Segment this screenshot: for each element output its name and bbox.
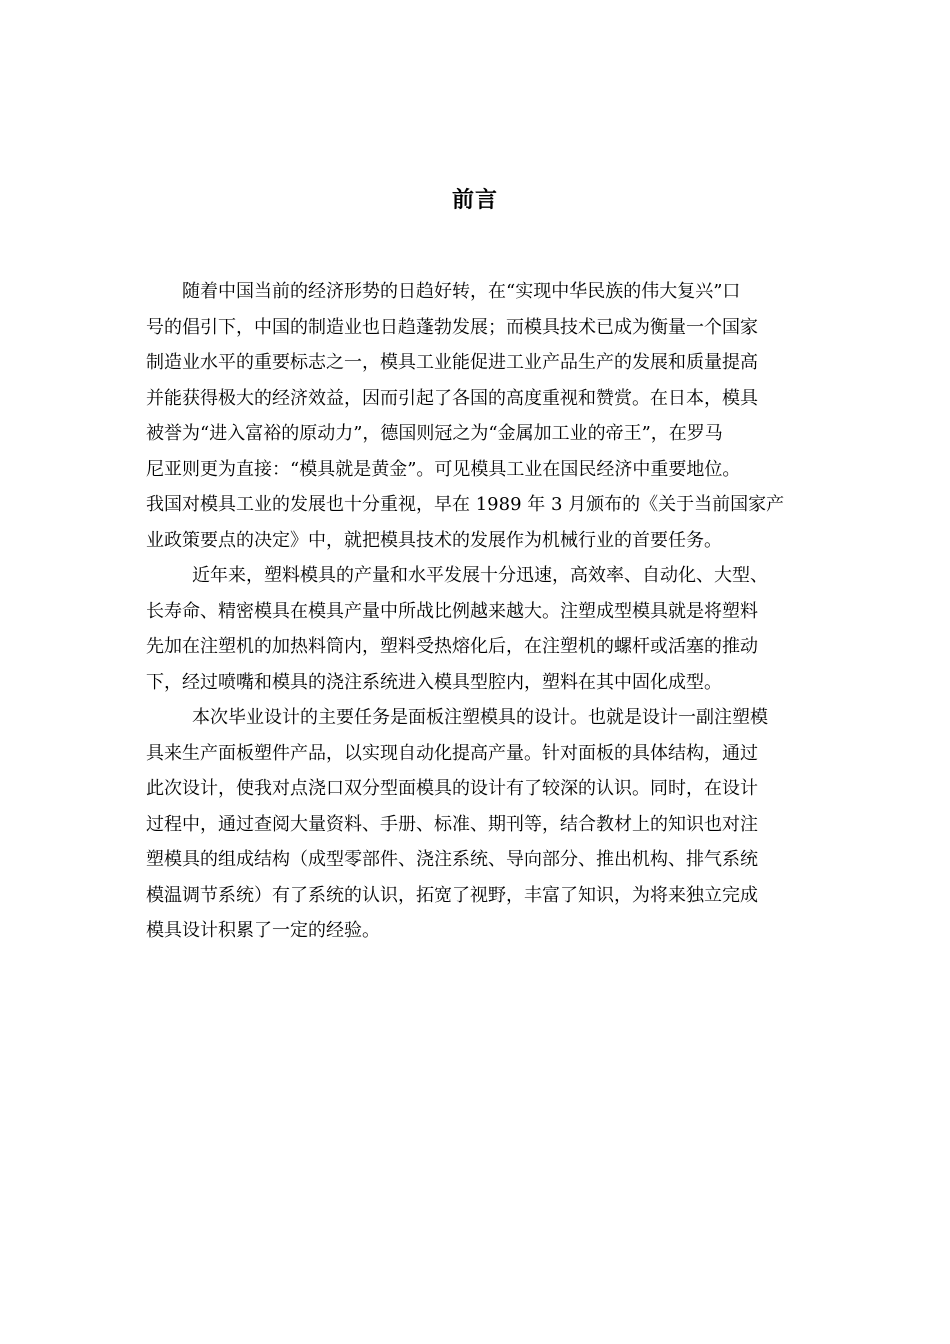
paragraph-line: 模具设计积累了一定的经验。 — [146, 920, 380, 941]
paragraph-line: 制造业水平的重要标志之一，模具工业能促进工业产品生产的发展和质量提高 — [146, 352, 758, 373]
paragraph-line: 此次设计，使我对点浇口双分型面模具的设计有了较深的认识。同时，在设计 — [146, 778, 758, 799]
page-title: 前言 — [451, 188, 498, 213]
paragraph-line: 被誉为“进入富裕的原动力”，德国则冠之为“金属加工业的帝王”，在罗马 — [146, 423, 723, 444]
paragraph-line: 我国对模具工业的发展也十分重视，早在 1989 年 3 月颁布的《关于当前国家产 — [146, 494, 785, 515]
paragraph-line: 尼亚则更为直接：“模具就是黄金”。可见模具工业在国民经济中重要地位。 — [146, 458, 741, 480]
paragraph-line: 随着中国当前的经济形势的日趋好转，在“实现中华民族的伟大复兴”口 — [182, 281, 741, 302]
paragraph-line: 模温调节系统）有了系统的认识，拓宽了视野，丰富了知识，为将来独立完成 — [146, 884, 758, 906]
paragraph-line: 下，经过喷嘴和模具的浇注系统进入模具型腔内，塑料在其中固化成型。 — [146, 671, 722, 693]
paragraph-line: 具来生产面板塑件产品，以实现自动化提高产量。针对面板的具体结构，通过 — [146, 742, 758, 764]
paragraph-line: 业政策要点的决定》中，就把模具技术的发展作为机械行业的首要任务。 — [146, 529, 722, 551]
paragraph-line: 并能获得极大的经济效益，因而引起了各国的高度重视和赞赏。在日本，模具 — [146, 387, 758, 409]
paragraph-line: 近年来，塑料模具的产量和水平发展十分迅速，高效率、自动化、大型、 — [192, 565, 768, 586]
paragraph-line: 长寿命、精密模具在模具产量中所战比例越来越大。注塑成型模具就是将塑料 — [146, 600, 758, 622]
body-text — [146, 274, 806, 949]
paragraph-line: 号的倡引下，中国的制造业也日趋蓬勃发展；而模具技术已成为衡量一个国家 — [146, 316, 758, 338]
paragraph-line: 塑模具的组成结构（成型零部件、浇注系统、导向部分、推出机构、排气系统 — [146, 849, 758, 870]
paragraph-line: 本次毕业设计的主要任务是面板注塑模具的设计。也就是设计一副注塑模 — [192, 707, 768, 728]
paragraph-line: 先加在注塑机的加热料筒内，塑料受热熔化后，在注塑机的螺杆或活塞的推动 — [146, 636, 758, 657]
paragraph-line: 过程中，通过查阅大量资料、手册、标准、期刊等，结合教材上的知识也对注 — [146, 813, 758, 835]
